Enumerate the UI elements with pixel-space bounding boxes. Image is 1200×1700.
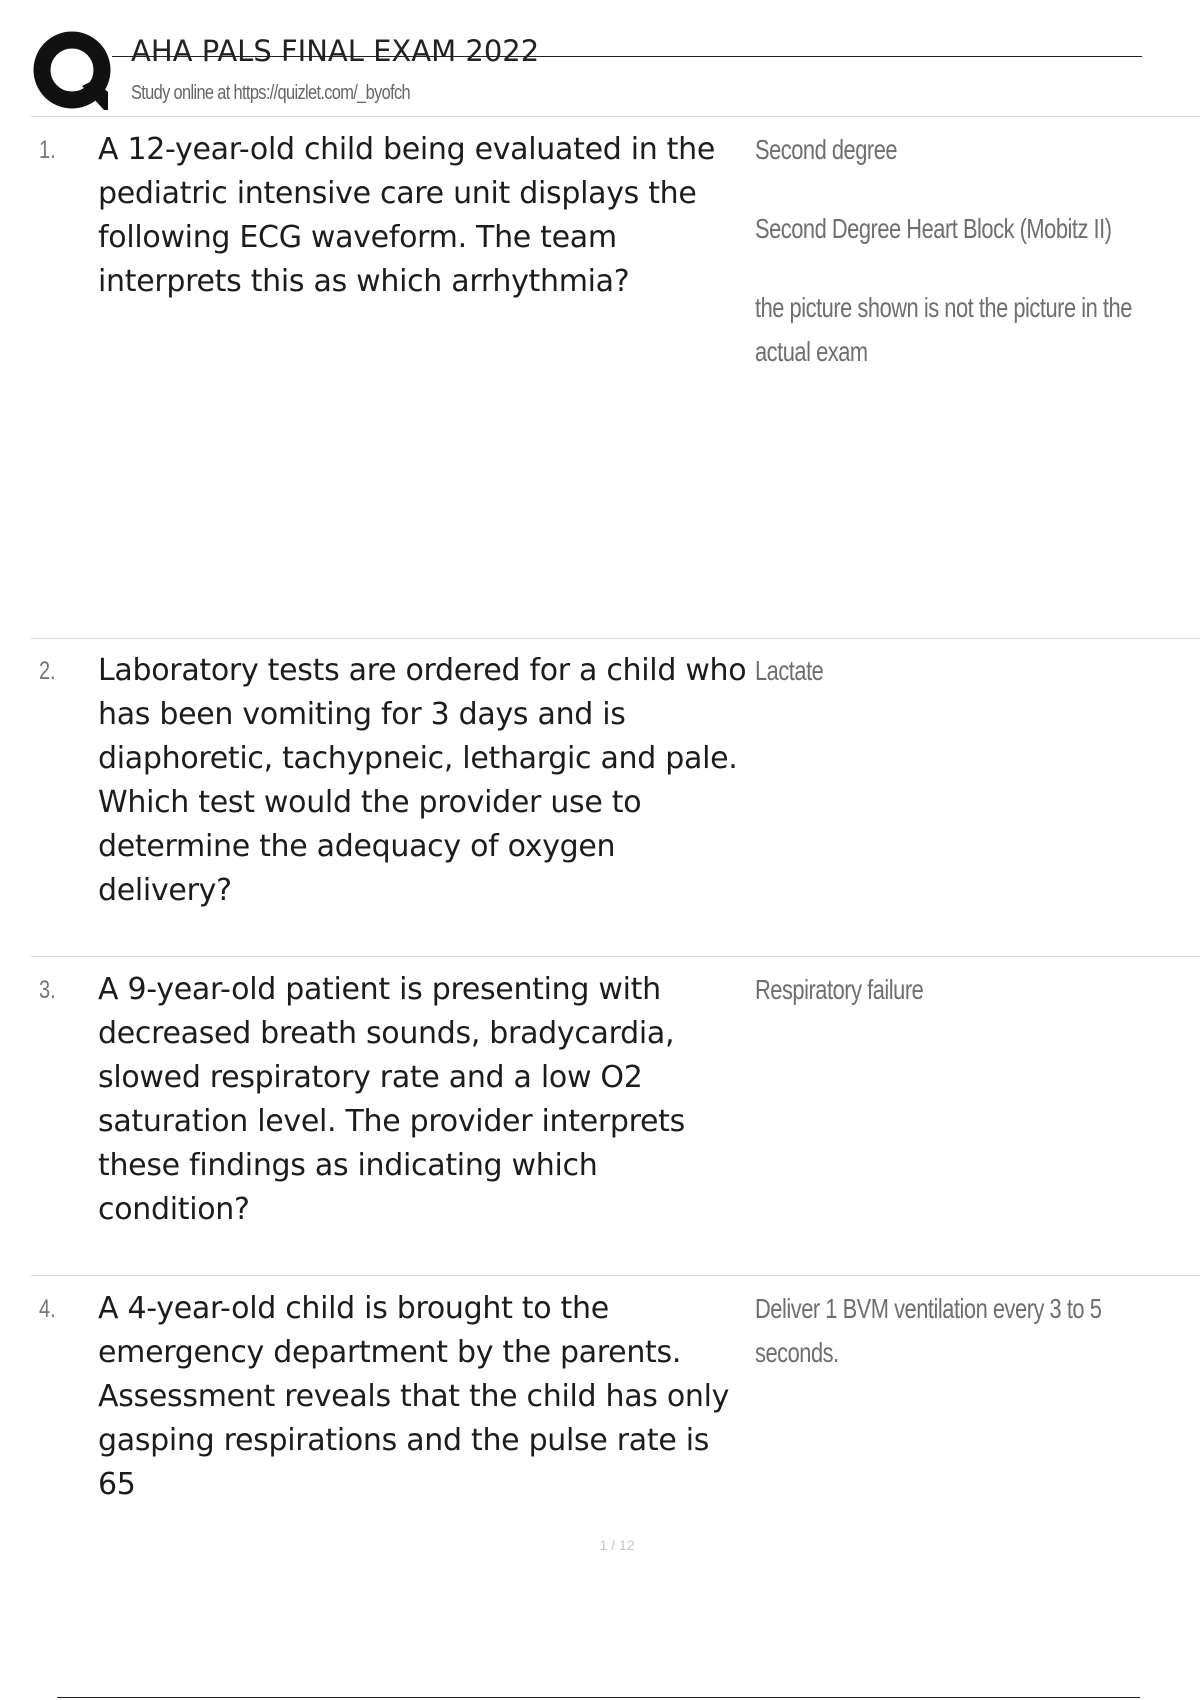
question-number: 1.	[39, 136, 56, 164]
document-title: AHA PALS FINAL EXAM 2022	[131, 34, 540, 68]
question-text: A 4-year-old child is brought to the emergency department by the parents. Assessment reveals that the child has only gasping respirations and the pulse rate is 65	[98, 1291, 730, 1502]
study-online-link[interactable]: Study online at https://quizlet.com/_byofch	[131, 82, 411, 104]
answer-text: Second Degree Heart Block (Mobitz II)	[755, 213, 1112, 244]
divider	[31, 1275, 1200, 1276]
quizlet-q-logo-icon	[32, 30, 112, 114]
answer-text: Second degree	[755, 134, 898, 165]
question-text: A 12-year-old child being evaluated in the pediatric intensive care unit displays the following ECG waveform. The team interprets this as which arrhythmia?	[98, 132, 716, 299]
question-text: A 9-year-old patient is presenting with decreased breath sounds, bradycardia, slowed respiratory rate and a low O2 saturation level. The provider interprets these findings as indicating which condition?	[98, 972, 685, 1227]
footer-rule	[57, 1697, 1140, 1698]
question-text: Laboratory tests are ordered for a child who has been vomiting for 3 days and is diaphoretic, tachypneic, lethargic and pale. Which test would the provider use to determine the adequacy of oxygen delivery?	[98, 653, 747, 908]
answer-text: the picture shown is not the picture in the actual exam	[755, 292, 1132, 367]
answer-text: Lactate	[755, 655, 824, 686]
question-number: 3.	[39, 976, 56, 1004]
page-number: 1 / 12	[599, 1537, 635, 1553]
answer-block	[755, 1287, 1168, 1375]
answer-block	[755, 968, 1168, 1012]
question-number: 4.	[39, 1295, 56, 1323]
answer-text: Deliver 1 BVM ventilation every 3 to 5 seconds.	[755, 1293, 1102, 1368]
answer-text: Respiratory failure	[755, 974, 924, 1005]
divider	[31, 638, 1200, 639]
answer-block	[755, 128, 1168, 374]
question-number: 2.	[39, 657, 56, 685]
divider	[31, 116, 1200, 117]
answer-block	[755, 649, 1168, 693]
divider	[31, 956, 1200, 957]
